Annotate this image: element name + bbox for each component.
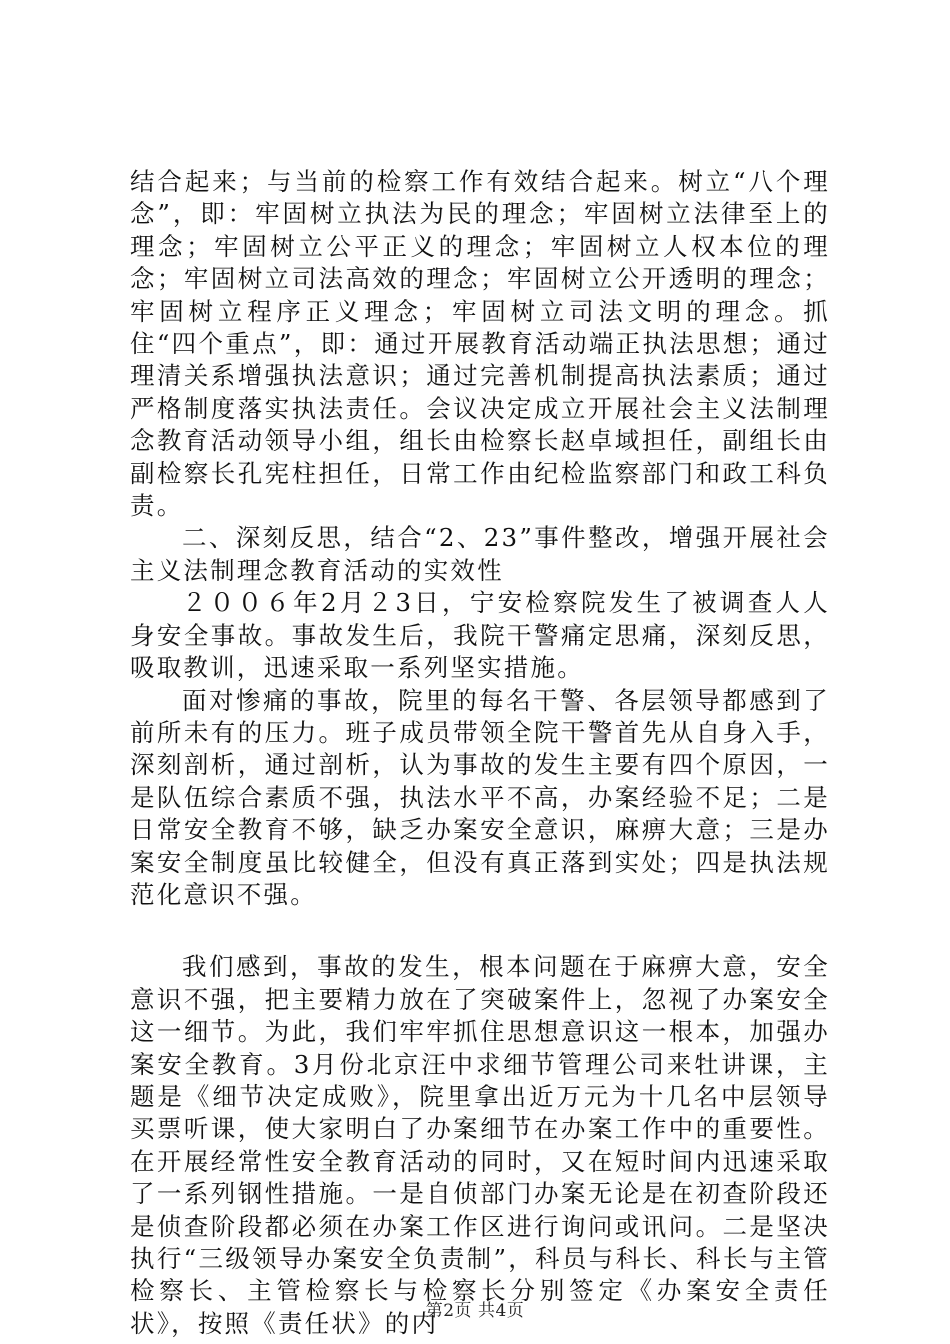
section-heading: 二、深刻反思，结合“2、23”事件整改，增强开展社会主义法制理念教育活动的实效性	[130, 523, 830, 585]
document-body	[130, 166, 830, 1340]
paragraph-continuation: 结合起来；与当前的检察工作有效结合起来。树立“八个理念”，即：牢固树立执法为民的理念；牢固树立法律至上的理念；牢固树立公平正义的理念；牢固树立人权本位的理念；牢固树立司法高效的理念；牢固树立公开透明的理念；牢固树立程序正义理念；牢固树立司法文明的理念。抓住“四个重点”，即：通过开展教育活动端正执法思想；通过理清关系增强执法意识；通过完善机制提高执法素质；通过严格制度落实执法责任。会议决定成立开展社会主义法制理念教育活动领导小组，组长由检察长赵卓域担任，副组长由副检察长孔宪柱担任，日常工作由纪检监察部门和政工科负责。	[130, 167, 830, 521]
page-number-footer: 第2页 共4页	[425, 1301, 525, 1321]
paragraph-measures: 我们感到，事故的发生，根本问题在于麻痹大意，安全意识不强，把主要精力放在了突破案件上，忽视了办案安全这一细节。为此，我们牢牢抓住思想意识这一根本，加强办案安全教育。3月份北京汪中求细节管理公司来牡讲课，主题是《细节决定成败》，院里拿出近万元为十几名中层领导买票听课，使大家明白了办案细节在办案工作中的重要性。在开展经常性安全教育活动的同时，又在短时间内迅速采取了一系列钢性措施。一是自侦部门办案无论是在初查阶段还是侦查阶段都必须在办案工作区进行询问或讯问。二是坚决执行“三级领导办案安全负责制”，科员与科长、科长与主管检察长、主管检察长与检察长分别签定《办案安全责任状》，按照《责任状》的内	[130, 952, 830, 1338]
paragraph-analysis: 面对惨痛的事故，院里的每名干警、各层领导都感到了前所未有的压力。班子成员带领全院干警首先从自身入手，深刻剖析，通过剖析，认为事故的发生主要有四个原因，一是队伍综合素质不强，执法水平不高，办案经验不足；二是日常安全教育不够，缺乏办案安全意识，麻痹大意；三是办案安全制度虽比较健全，但没有真正落到实处；四是执法规范化意识不强。	[130, 685, 830, 909]
paragraph-incident: ２００６年2月２3日，宁安检察院发生了被调查人人身安全事故。事故发生后，我院干警痛定思痛，深刻反思，吸取教训，迅速采取一系列坚实措施。	[130, 588, 830, 683]
paragraph-spacer	[130, 911, 830, 951]
